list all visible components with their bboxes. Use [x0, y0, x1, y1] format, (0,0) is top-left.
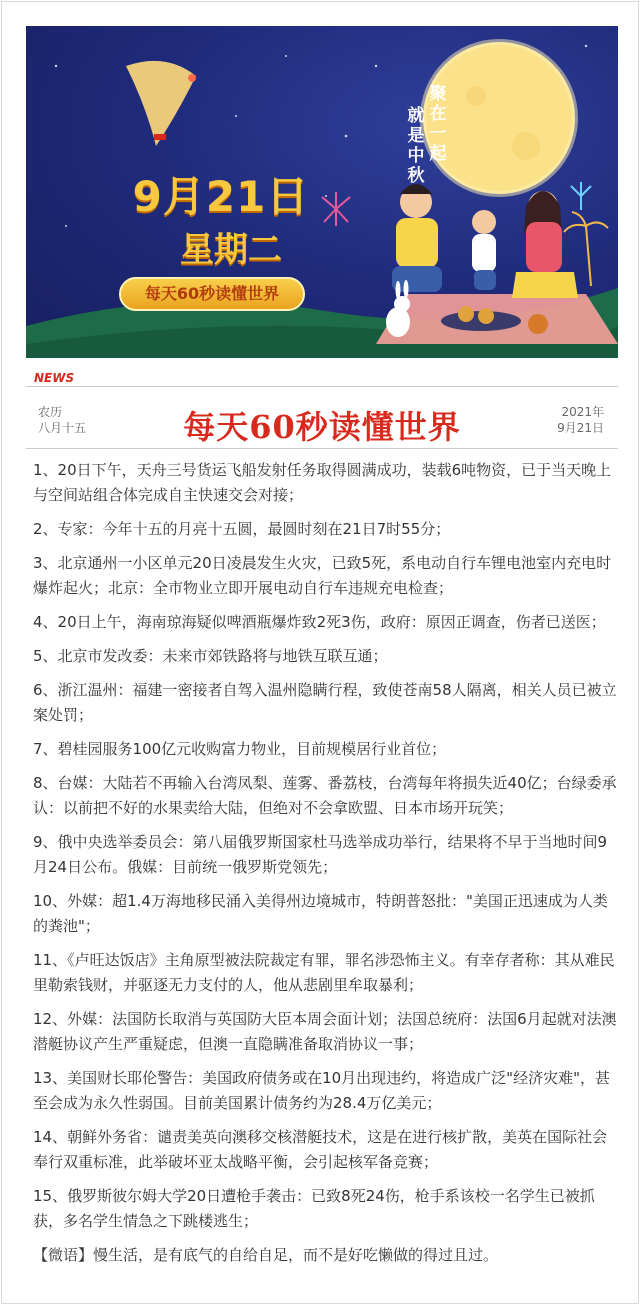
lunar-label: 农历 [38, 405, 63, 419]
news-item-10: 10、外媒：超1.4万海地移民涌入美得州边境城市，特朗普怒批："美国正迅速成为人类的粪池"； [33, 892, 608, 935]
daily-quote: 【微语】慢生活，是有底气的自给自足，而不是好吃懒做的得过且过。 [33, 1246, 499, 1264]
lunar-day: 八月十五 [38, 421, 87, 435]
news-item-15: 15、俄罗斯彼尔姆大学20日遭枪手袭击：已致8死24伤，枪手系该校一名学生已被抓获，多名学生情急之下跳楼逃生； [33, 1187, 595, 1230]
rabbit-icon [386, 280, 410, 337]
gregorian-date [557, 404, 604, 436]
news-item-5: 5、北京市发改委：未来市郊铁路将与地铁互联互通； [33, 647, 388, 665]
news-page [1, 1, 639, 1304]
news-item-9: 9、俄中央选举委员会：第八届俄罗斯国家杜马选举成功举行，结果将不早于当地时间9月24日公布。俄媒：目前统一俄罗斯党领先； [33, 833, 608, 876]
banner-vertical-line-1: 聚在一起 [429, 84, 447, 164]
header-rule-bottom [26, 448, 618, 449]
news-item-8: 8、台媒：大陆若不再输入台湾凤梨、莲雾、番荔枝，台湾每年将损失近40亿；台绿委承认：以前把不好的水果卖给大陆，但绝对不会拿欧盟、日本市场开玩笑； [33, 774, 617, 817]
news-item-4: 4、20日上午，海南琼海疑似啤酒瓶爆炸致2死3伤，政府：原因正调查，伤者已送医； [33, 613, 606, 631]
banner-vertical-line-2: 就是中秋 [407, 106, 425, 186]
news-list [33, 458, 617, 1283]
news-item-6: 6、浙江温州：福建一密接者自驾入温州隐瞒行程，致使苍南58人隔离，相关人员已被立案处罚； [33, 681, 617, 724]
news-item-2: 2、专家：今年十五的月亮十五圆，最圆时刻在21日7时55分； [33, 520, 451, 538]
news-tag: NEWS [34, 371, 75, 385]
mid-autumn-banner [26, 26, 618, 358]
gregorian-year: 2021年 [561, 405, 604, 419]
news-item-11: 11、《卢旺达饭店》主角原型被法院裁定有罪，罪名涉恐怖主义。有幸存者称：其从难民里勒索钱财，并驱逐无力支付的人，他从悲剧里牟取暴利； [33, 951, 615, 994]
news-item-12: 12、外媒：法国防长取消与英国防大臣本周会面计划；法国总统府：法国6月起就对法澳潜艇协议产生严重疑虑，但澳一直隐瞒准备取消协议一事； [33, 1010, 617, 1053]
news-item-3: 3、北京通州一小区单元20日凌晨发生火灾，已致5死，系电动自行车锂电池室内充电时爆炸起火；北京：全市物业立即开展电动自行车违规充电检查； [33, 554, 612, 597]
gregorian-day: 9月21日 [557, 421, 604, 435]
banner-slogan-pill: 每天60秒读懂世界 [119, 277, 305, 311]
header-rule-top [26, 386, 618, 387]
firework-icon [322, 192, 350, 226]
news-item-14: 14、朝鲜外务省：谴责美英向澳移交核潜艇技术，这是在进行核扩散，美英在国际社会奉行双重标准，此举破坏亚太战略平衡，会引起核军备竞赛； [33, 1128, 608, 1171]
page-title: 每天60秒读懂世界 [183, 408, 461, 446]
banner-date: 9月21日 [132, 172, 310, 221]
news-item-1: 1、20日下午，天舟三号货运飞船发射任务取得圆满成功，装载6吨物资，已于当天晚上与空间站组合体完成自主快速交会对接； [33, 461, 612, 504]
banner-weekday: 星期二 [180, 230, 282, 270]
mid-autumn-logo-icon [126, 61, 196, 146]
news-item-13: 13、美国财长耶伦警告：美国政府债务或在10月出现违约，将造成广泛"经济灾难"，甚至会成为永久性弱国。目前美国累计债务约为28.4万亿美元； [33, 1069, 610, 1112]
family-illustration [392, 184, 578, 298]
news-item-7: 7、碧桂园服务100亿元收购富力物业，目前规模居行业首位； [33, 740, 447, 758]
